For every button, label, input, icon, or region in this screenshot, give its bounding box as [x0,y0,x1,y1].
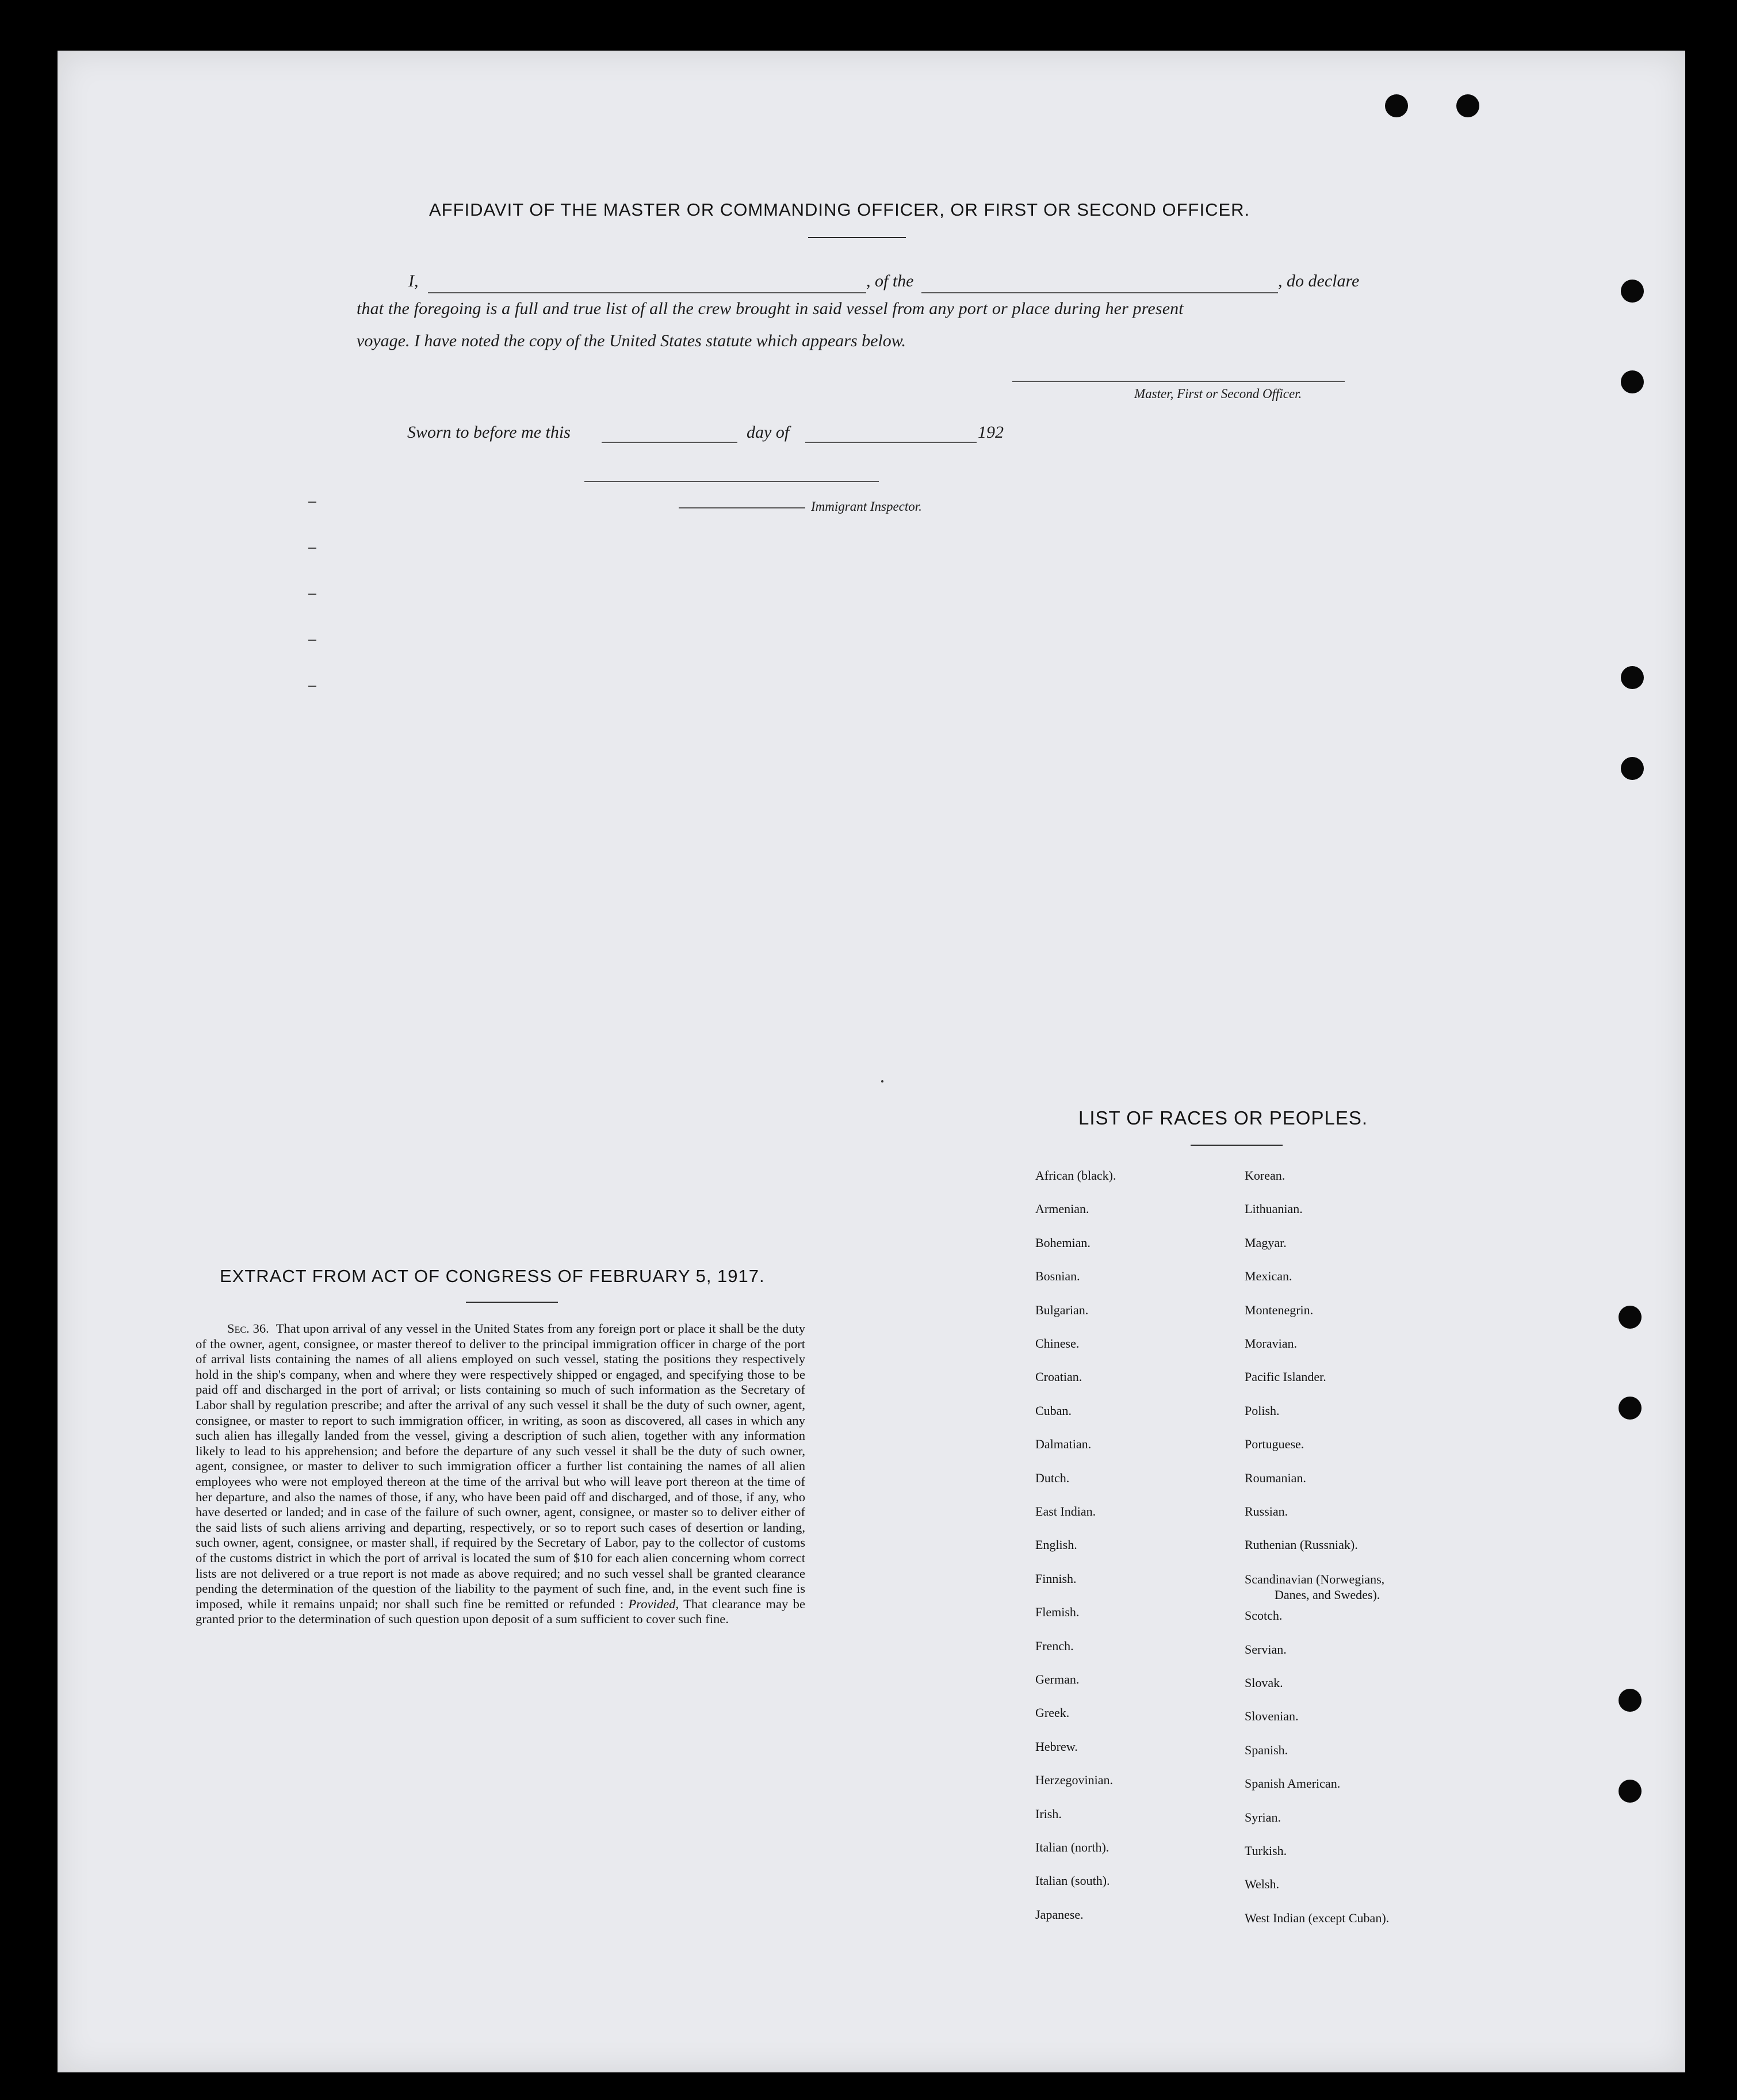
race-item: Herzegovinian. [1035,1773,1113,1788]
form-page [58,51,1685,2072]
race-item: East Indian. [1035,1504,1096,1518]
race-item: Croatian. [1035,1370,1082,1384]
race-item: Syrian. [1245,1810,1281,1824]
race-item: Welsh. [1245,1877,1279,1892]
signature-blank [1012,381,1345,382]
punch-hole [1619,1780,1642,1803]
race-item: Portuguese. [1245,1437,1304,1452]
race-item: French. [1035,1638,1074,1653]
race-item: Cuban. [1035,1403,1072,1418]
name-blank [428,292,866,293]
affidavit-line1-start: I, [408,271,419,290]
vessel-blank [921,292,1278,293]
punch-hole [1621,666,1644,689]
sworn-day-blank [602,442,737,443]
race-item: Flemish. [1035,1605,1080,1620]
race-item: Montenegrin. [1245,1302,1314,1317]
sworn-mid: day of [747,423,790,442]
punch-hole [1456,94,1479,117]
race-item: Bulgarian. [1035,1302,1089,1317]
affidavit-line1-end: , do declare [1278,271,1360,290]
races-title: LIST OF RACES OR PEOPLES. [1078,1107,1368,1129]
race-item: German. [1035,1672,1080,1686]
race-item: Chinese. [1035,1336,1080,1351]
race-item: Slovenian. [1245,1709,1299,1724]
race-item: Lithuanian. [1245,1202,1303,1217]
margin-dash [308,594,316,595]
punch-hole [1619,1689,1642,1712]
extract-body [196,1321,805,1627]
race-item: Korean. [1245,1168,1285,1183]
race-item: African (black). [1035,1168,1116,1183]
extract-title: EXTRACT FROM ACT OF CONGRESS OF FEBRUARY 5, 1917. [220,1266,765,1286]
race-item: Spanish American. [1245,1776,1341,1791]
race-item: Moravian. [1245,1336,1298,1351]
speck [881,1080,883,1082]
affidavit-line1-mid: , of the [866,271,914,290]
race-item: Roumanian. [1245,1470,1306,1485]
race-item: Bosnian. [1035,1269,1080,1284]
race-item: Ruthenian (Russniak). [1245,1537,1358,1552]
race-item: Irish. [1035,1806,1062,1821]
race-item-line: Scandinavian (Norwegians, [1245,1571,1385,1586]
margin-dash [308,502,316,503]
margin-dash [308,640,316,641]
race-item: Italian (south). [1035,1873,1110,1888]
race-item: Magyar. [1245,1235,1287,1250]
extract-title-rule [466,1302,558,1303]
race-item: Spanish. [1245,1742,1288,1757]
race-item: Slovak. [1245,1676,1283,1690]
race-item: Russian. [1245,1504,1288,1518]
race-item: Dalmatian. [1035,1437,1092,1452]
punch-hole [1621,370,1644,393]
inspector-blank-1 [584,481,879,482]
race-item: Turkish. [1245,1843,1287,1858]
race-item: Japanese. [1035,1907,1084,1922]
race-item-line: Danes, and Swedes). [1275,1587,1380,1602]
race-item: Finnish. [1035,1571,1077,1586]
race-item: Polish. [1245,1403,1280,1418]
section-label: Sec. 36. [227,1321,269,1336]
affidavit-title: AFFIDAVIT OF THE MASTER OR COMMANDING OFFICER, OR FIRST OR SECOND OFFICER. [429,200,1250,220]
sworn-year: 192 [978,423,1004,442]
race-item: Italian (north). [1035,1840,1109,1854]
race-item: Dutch. [1035,1470,1070,1485]
race-item: Bohemian. [1035,1235,1091,1250]
race-item [1245,1571,1384,1602]
sworn-start: Sworn to before me this [407,423,571,442]
race-item: Greek. [1035,1705,1070,1720]
affidavit-line2: that the foregoing is a full and true list of all the crew brought in said vessel from any port or place during her present [357,299,1184,318]
inspector-blank-2 [679,507,805,508]
race-item: Mexican. [1245,1269,1292,1284]
race-item: West Indian (except Cuban). [1245,1910,1390,1925]
punch-hole [1385,94,1408,117]
race-item: English. [1035,1537,1077,1552]
race-item: Servian. [1245,1642,1287,1657]
signature-label: Master, First or Second Officer. [1134,387,1302,401]
race-item: Armenian. [1035,1202,1089,1217]
provided-term: Provided, [628,1596,679,1611]
margin-dash [308,686,316,687]
extract-body-part1: That upon arrival of any vessel in the United States from any foreign port or place it shall be the duty of the owner, agent, consignee, or master thereof to deliver to the principal immigration officer in charge of the port of arrival lists containing the names of all aliens employed on such vessel, stating the positions they respectively hold in the ship's company, when and where they were respectively shipped or engaged, and specifying those to be paid off and discharged in the port of arrival; or lists containing so much of such information as the Secretary of Labor shall by regulation prescribe; and after the arrival of any such vessel it shall be the duty of such owner, agent, consignee, or master to report to such immigration officer, in writing, as soon as discovered, all cases in which any such alien has illegally landed from the vessel, giving a description of such alien, together with any information likely to lead to his apprehension; and before the departure of any such vessel it shall be the duty of such owner, agent, consignee, or master to deliver to such immigration officer a further list containing the names of all alien employees who were not employed thereon at the time of the arrival but who will leave port thereon at the time of her departure, and also the names of those, if any, who have been paid off and discharged, and of those, if any, who have deserted or landed; and in case of the failure of such owner, agent, consignee, or master so to deliver either of the said lists of such aliens arriving and departing, respectively, or so to report such cases of desertion or landing, such owner, agent, consignee, or master shall, if required by the Secretary of Labor, pay to the collector of customs of the customs district in which the port of arrival is located the sum of $10 for each alien concerning whom correct lists are not delivered or a true report is not made as above required; and no such vessel shall be granted clearance pending the determination of the question of the liability to the payment of such fine, and, in the event such fine is imposed, while it remains unpaid; nor shall such fine be remitted or refunded : [196,1321,805,1611]
punch-hole [1619,1306,1642,1329]
race-item: Scotch. [1245,1608,1283,1623]
punch-hole [1621,757,1644,780]
sworn-month-blank [805,442,977,443]
extract-body-part2: That clearance may be granted prior to the determination of such question upon deposit of a sum sufficient to cover such fine. [196,1596,806,1627]
inspector-label: Immigrant Inspector. [811,499,922,514]
margin-dash [308,548,316,549]
punch-hole [1619,1397,1642,1420]
race-item: Pacific Islander. [1245,1370,1326,1384]
races-title-rule [1191,1145,1283,1146]
affidavit-line3: voyage. I have noted the copy of the United States statute which appears below. [357,331,906,350]
punch-hole [1621,280,1644,303]
race-item: Hebrew. [1035,1739,1078,1754]
affidavit-title-rule [808,237,906,238]
